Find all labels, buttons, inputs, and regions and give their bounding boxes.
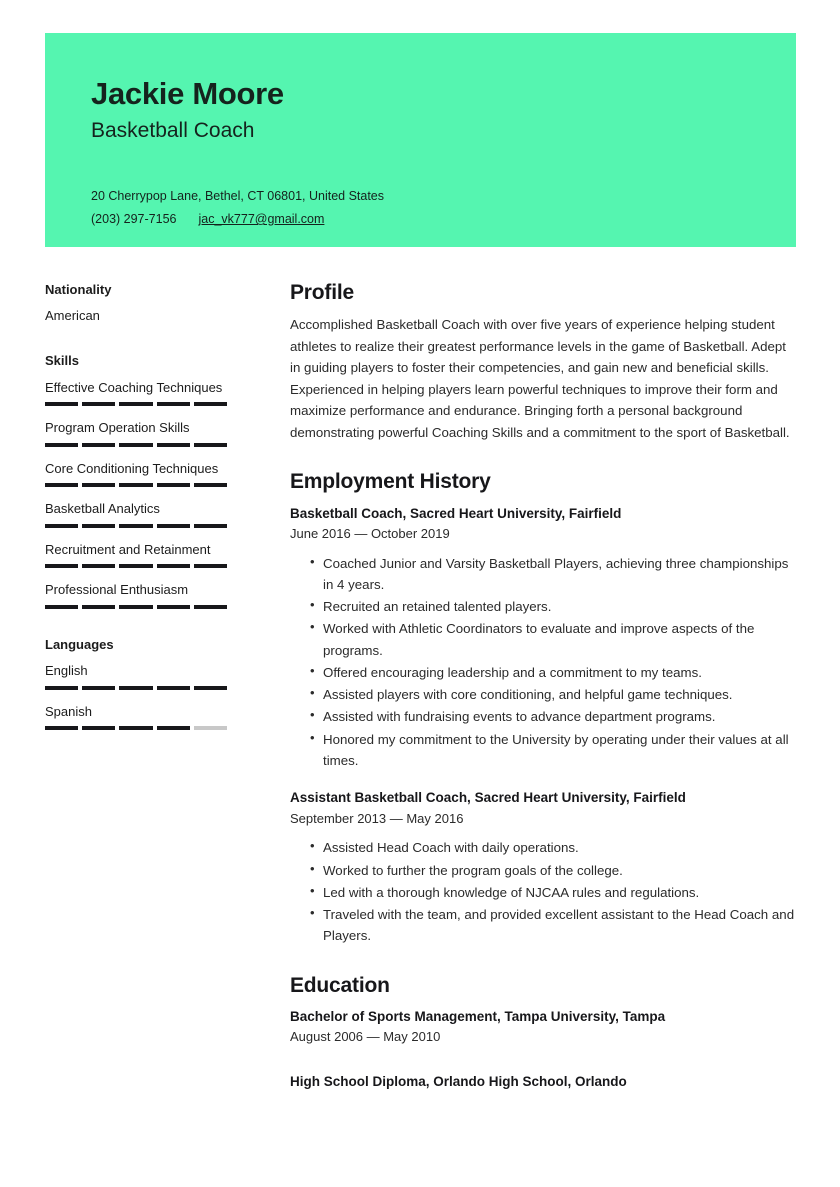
skill-rating-segment xyxy=(45,605,78,609)
employment-entry xyxy=(290,788,796,946)
skill-rating-segment xyxy=(82,402,115,406)
contact-line xyxy=(91,208,796,231)
contact-email-link[interactable]: jac_vk777@gmail.com xyxy=(198,212,325,227)
sidebar-heading-skills: Skills xyxy=(45,353,79,369)
skill-rating-segment xyxy=(119,483,152,487)
skill-rating-segment xyxy=(157,524,190,528)
language-rating-segment xyxy=(194,726,227,730)
skill-rating-segment xyxy=(82,443,115,447)
employment-entry-date: June 2016 — October 2019 xyxy=(290,526,450,542)
skill-rating-segment xyxy=(82,564,115,568)
sidebar-section-languages xyxy=(45,635,227,731)
list-item: • Recruited an retained talented players. xyxy=(323,596,796,617)
sidebar-heading-nationality: Nationality xyxy=(45,282,112,297)
section-title-profile: Profile xyxy=(290,281,354,304)
skill-rating-bar xyxy=(45,483,227,487)
skill-rating-segment xyxy=(45,564,78,568)
resume-header xyxy=(45,33,796,247)
skill-rating-bar xyxy=(45,402,227,406)
skill-label: Core Conditioning Techniques xyxy=(45,460,219,476)
list-item: • Traveled with the team, and provided excellent assistant to the Head Coach and Players. xyxy=(323,904,796,947)
skill-rating-segment xyxy=(157,443,190,447)
skill-rating-segment xyxy=(157,605,190,609)
skill-rating-segment xyxy=(82,605,115,609)
language-label: Spanish xyxy=(45,703,92,719)
skill-item xyxy=(45,580,227,609)
skill-rating-segment xyxy=(45,524,78,528)
skill-rating-segment xyxy=(45,483,78,487)
list-item: • Assisted Head Coach with daily operations. xyxy=(323,837,796,858)
language-item xyxy=(45,661,227,690)
sidebar-section-skills xyxy=(45,351,227,609)
section-profile xyxy=(290,280,796,443)
language-rating-segment xyxy=(194,686,227,690)
skill-item xyxy=(45,499,227,528)
list-item: • Led with a thorough knowledge of NJCAA rules and regulations. xyxy=(323,882,796,903)
education-entries xyxy=(290,1007,796,1092)
education-entry xyxy=(290,1072,796,1092)
skill-item xyxy=(45,459,227,488)
language-rating-segment xyxy=(45,686,78,690)
skill-rating-segment xyxy=(119,524,152,528)
section-employment xyxy=(290,469,796,946)
skill-label: Basketball Analytics xyxy=(45,501,160,517)
employment-entry xyxy=(290,504,796,772)
skill-item xyxy=(45,378,227,407)
contact-block xyxy=(91,185,796,231)
skill-rating-bar xyxy=(45,605,227,609)
employment-bullet-list xyxy=(290,837,796,946)
skill-rating-segment xyxy=(45,402,78,406)
language-rating-segment xyxy=(119,686,152,690)
language-rating-segment xyxy=(82,726,115,730)
skill-rating-segment xyxy=(119,443,152,447)
language-item xyxy=(45,702,227,731)
skill-rating-bar xyxy=(45,443,227,447)
language-label: English xyxy=(45,663,88,679)
section-education xyxy=(290,973,796,1092)
list-item: • Assisted with fundraising events to advance department programs. xyxy=(323,706,796,727)
language-rating-segment xyxy=(157,686,190,690)
main-content xyxy=(290,280,796,1117)
contact-phone: (203) 297-7156 xyxy=(91,212,177,227)
skill-rating-segment xyxy=(82,524,115,528)
language-rating-bar xyxy=(45,686,227,690)
skill-rating-segment xyxy=(157,402,190,406)
skill-item xyxy=(45,418,227,447)
employment-bullet-list xyxy=(290,553,796,772)
job-title: Basketball Coach xyxy=(91,118,255,142)
skill-item xyxy=(45,540,227,569)
employment-entry-date: September 2013 — May 2016 xyxy=(290,810,464,826)
section-title-employment: Employment History xyxy=(290,470,491,494)
education-entry xyxy=(290,1007,796,1047)
list-item: • Assisted players with core conditioning, and helpful game techniques. xyxy=(323,684,796,705)
list-item: • Coached Junior and Varsity Basketball Players, achieving three championships in 4 years. xyxy=(323,553,796,596)
list-item: • Offered encouraging leadership and a commitment to my teams. xyxy=(323,662,796,683)
employment-entry-title: Basketball Coach, Sacred Heart University, Fairfield xyxy=(290,505,622,521)
skill-rating-segment xyxy=(119,402,152,406)
sidebar-value-nationality: American xyxy=(45,307,100,323)
skill-rating-segment xyxy=(119,605,152,609)
sidebar-section-nationality xyxy=(45,280,227,325)
sidebar xyxy=(45,280,227,756)
language-rating-segment xyxy=(157,726,190,730)
education-entry-title: High School Diploma, Orlando High School, Orlando xyxy=(290,1073,627,1089)
language-rating-bar xyxy=(45,726,227,730)
list-item: • Honored my commitment to the University by operating under their values at all times. xyxy=(323,729,796,772)
employment-entries xyxy=(290,504,796,947)
skill-rating-segment xyxy=(194,564,227,568)
skills-list xyxy=(45,378,227,609)
skill-rating-segment xyxy=(157,564,190,568)
education-entry-title: Bachelor of Sports Management, Tampa University, Tampa xyxy=(290,1008,666,1024)
skill-rating-segment xyxy=(45,443,78,447)
language-rating-segment xyxy=(82,686,115,690)
skill-rating-segment xyxy=(194,443,227,447)
list-item: • Worked to further the program goals of the college. xyxy=(323,860,796,881)
section-title-education: Education xyxy=(290,973,390,997)
skill-rating-segment xyxy=(194,483,227,487)
language-rating-segment xyxy=(119,726,152,730)
employment-entry-title: Assistant Basketball Coach, Sacred Heart University, Fairfield xyxy=(290,790,686,806)
skill-label: Recruitment and Retainment xyxy=(45,541,211,557)
skill-rating-segment xyxy=(82,483,115,487)
sidebar-heading-languages: Languages xyxy=(45,636,114,652)
skill-rating-bar xyxy=(45,524,227,528)
education-entry-date: August 2006 — May 2010 xyxy=(290,1029,441,1045)
list-item: • Worked with Athletic Coordinators to evaluate and improve aspects of the programs. xyxy=(323,618,796,661)
skill-rating-segment xyxy=(157,483,190,487)
skill-rating-segment xyxy=(194,605,227,609)
skill-rating-segment xyxy=(194,402,227,406)
languages-list xyxy=(45,661,227,730)
skill-label: Professional Enthusiasm xyxy=(45,582,189,598)
skill-rating-segment xyxy=(119,564,152,568)
profile-summary-text: Accomplished Basketball Coach with over five years of experience helping student athletes to realize their greatest performance levels in the game of Basketball. Adept in guiding players to foster their competencies, and gain new and beneficial skills. Experienced in helping players learn powerful techniques to improve their form and maximize performance and endurance. Bringing forth a personal background demonstrating powerful Coaching Skills and a commitment to the sport of Basketball. xyxy=(290,317,790,440)
skill-label: Effective Coaching Techniques xyxy=(45,379,223,395)
skill-rating-bar xyxy=(45,564,227,568)
skill-label: Program Operation Skills xyxy=(45,420,190,436)
language-rating-segment xyxy=(45,726,78,730)
page-title: Jackie Moore xyxy=(91,76,284,111)
skill-rating-segment xyxy=(194,524,227,528)
contact-address: 20 Cherrypop Lane, Bethel, CT 06801, United States xyxy=(91,188,385,203)
